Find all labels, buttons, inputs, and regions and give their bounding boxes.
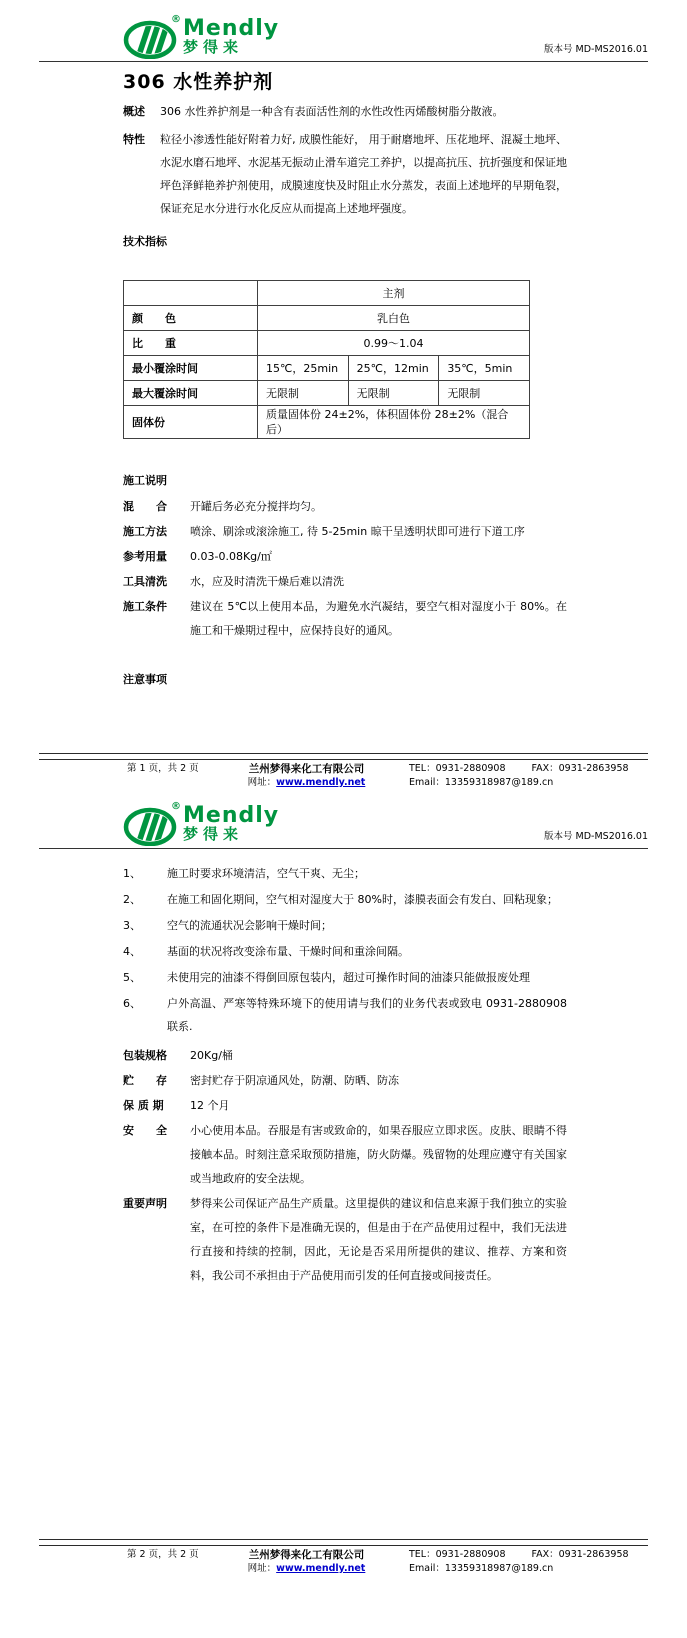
- spec-text: 20Kg/桶: [190, 1049, 233, 1062]
- spec-row: [123, 1094, 567, 1118]
- footer-rule: [39, 1545, 648, 1546]
- brand-wordmark: Mendly: [183, 802, 280, 828]
- construction-specs: [123, 495, 567, 644]
- note-number: 6、: [123, 997, 141, 1010]
- fax-number: FAX：0931-2863958: [531, 763, 629, 774]
- spec-text: 0.03-0.08Kg/㎡: [190, 550, 272, 563]
- tech-specs-heading: 技术指标: [123, 235, 167, 248]
- note-number: 4、: [123, 945, 141, 958]
- spec-label: 包装规格: [123, 1049, 167, 1062]
- website-row: [214, 1562, 399, 1576]
- features-label: 特性: [123, 133, 145, 146]
- footer-columns: [39, 762, 648, 790]
- website-link[interactable]: www.mendly.net: [276, 777, 366, 788]
- tel-number: TEL：0931-2880908: [409, 763, 506, 774]
- footer-rule: [39, 1539, 648, 1540]
- footer-contact-block: [399, 1548, 648, 1576]
- note-text: 户外高温、严寒等特殊环境下的使用请与我们的业务代表或致电 0931-2880908 联系.: [167, 997, 567, 1033]
- notes-list: [123, 862, 567, 1041]
- note-item: [123, 940, 567, 963]
- tech-specs-table: [123, 280, 530, 439]
- table-cell: 质量固体份 24±2%，体积固体份 28±2%（混合后）: [258, 406, 530, 439]
- footer-rule: [39, 759, 648, 760]
- spec-text: 水，应及时清洗干燥后难以清洗: [190, 575, 344, 588]
- spec-text: 密封贮存于阴凉通风处，防潮、防晒、防冻: [190, 1074, 399, 1087]
- table-cell: 无限制: [348, 381, 439, 406]
- features-row: [123, 128, 567, 220]
- spec-text: 梦得来公司保证产品生产质量。这里提供的建议和信息来源于我们独立的实验室，在可控的条件下是准确无误的，但是由于在产品使用过程中，我们无法进行直接和持续的控制，因此，无论是否采用所提供的建议、推荐、方案和资料，我公司不承担由于产品使用而引发的任何直接或间接责任。: [190, 1197, 567, 1282]
- spec-label: 重要声明: [123, 1197, 167, 1210]
- spec-text: 12 个月: [190, 1099, 230, 1112]
- spec-label: 保 质 期: [123, 1099, 164, 1112]
- note-item: [123, 914, 567, 937]
- spec-row: [123, 545, 567, 569]
- spec-row: [123, 1069, 567, 1093]
- brand-chinese-name: 梦得来: [183, 37, 244, 56]
- registered-mark-icon: ®: [171, 801, 181, 812]
- spec-label: 参考用量: [123, 550, 167, 563]
- spec-label: 工具清洗: [123, 575, 167, 588]
- brand-chinese-name: 梦得来: [183, 824, 244, 843]
- page-footer: [39, 753, 648, 790]
- page2-content: [39, 849, 648, 1289]
- table-cell: 25℃，12min: [348, 356, 439, 381]
- overview-text: 306 水性养护剂是一种含有表面活性剂的水性改性丙烯酸树脂分散液。: [160, 105, 504, 118]
- fax-number: FAX：0931-2863958: [531, 1549, 629, 1560]
- table-cell: 固体份: [124, 406, 258, 439]
- website-label: 网址：: [247, 777, 277, 788]
- mendly-logo: [123, 802, 279, 846]
- note-number: 1、: [123, 867, 141, 880]
- table-cell: 无限制: [258, 381, 349, 406]
- page-2: [0, 790, 687, 1638]
- page-1: [0, 0, 687, 790]
- spec-row: [123, 520, 567, 544]
- brand-text: [183, 802, 280, 843]
- spec-row: [123, 495, 567, 519]
- table-cell: 35℃，5min: [439, 356, 530, 381]
- features-text: 粒径小渗透性能好附着力好, 成膜性能好， 用于耐磨地坪、压花地坪、混凝土地坪、水泥水磨石地坪、水泥基无振动止滑车道完工养护，以提高抗压、抗折强度和保证地坪色泽鲜艳养护剂使用，成膜速度快及时阻止水分蒸发，表面上述地坪的早期龟裂，保证充足水分进行水化反应从而提高上述地坪强度。: [160, 133, 567, 215]
- note-text: 未使用完的油漆不得倒回原包装内，超过可操作时间的油漆只能做报废处理: [167, 971, 530, 984]
- page-title: 306 水性养护剂: [123, 71, 274, 93]
- note-number: 2、: [123, 893, 141, 906]
- spec-row: [123, 595, 567, 643]
- table-cell: 无限制: [439, 381, 530, 406]
- version-label: 版本号 MD-MS2016.01: [544, 44, 648, 55]
- footer-columns: [39, 1548, 648, 1576]
- version-label: 版本号 MD-MS2016.01: [544, 831, 648, 842]
- table-cell: 最大覆涂时间: [124, 381, 258, 406]
- table-row: [124, 381, 530, 406]
- overview-label: 概述: [123, 105, 145, 118]
- table-row: [124, 331, 530, 356]
- website-link[interactable]: www.mendly.net: [276, 1563, 366, 1574]
- spec-label: 贮 存: [123, 1074, 167, 1087]
- table-cell: 乳白色: [258, 306, 530, 331]
- spec-label: 安 全: [123, 1124, 167, 1137]
- spec-label: 混 合: [123, 500, 167, 513]
- page-header: [39, 0, 648, 62]
- table-cell: 比 重: [124, 331, 258, 356]
- note-item: [123, 888, 567, 911]
- table-header-cell: 主剂: [258, 281, 530, 306]
- spec-text: 建议在 5℃以上使用本品，为避免水汽凝结，要空气相对湿度小于 80%。在施工和干燥期过程中，应保持良好的通风。: [190, 600, 567, 637]
- note-item: [123, 966, 567, 989]
- note-text: 施工时要求环境清洁，空气干爽、无尘；: [167, 867, 365, 880]
- spec-row: [123, 570, 567, 594]
- page-number: 第 1 页，共 2 页: [127, 763, 199, 774]
- table-cell: 15℃，25min: [258, 356, 349, 381]
- note-text: 空气的流通状况会影响干燥时间；: [167, 919, 332, 932]
- website-row: [214, 776, 399, 790]
- footer-company-block: [214, 1548, 399, 1576]
- spec-label: 施工方法: [123, 525, 167, 538]
- table-cell: [124, 281, 258, 306]
- storage-specs: [123, 1044, 567, 1289]
- table-row: [124, 356, 530, 381]
- spec-text: 喷涂、刷涂或滚涂施工, 待 5-25min 晾干呈透明状即可进行下道工序: [190, 525, 525, 538]
- page-footer: [39, 1539, 648, 1576]
- overview-row: [123, 100, 567, 123]
- table-row: [124, 306, 530, 331]
- table-cell: 最小覆涂时间: [124, 356, 258, 381]
- table-row: [124, 406, 530, 439]
- company-name: 兰州梦得来化工有限公司: [248, 763, 365, 775]
- email-row: Email：13359318987@189.cn: [409, 777, 554, 788]
- phone-row: [409, 762, 648, 776]
- page-number: 第 2 页，共 2 页: [127, 1549, 199, 1560]
- page1-content: [39, 62, 648, 691]
- footer-company-block: [214, 762, 399, 790]
- tel-number: TEL：0931-2880908: [409, 1549, 506, 1560]
- brand-text: [183, 15, 280, 56]
- spec-text: 小心使用本品。吞服是有害或致命的，如果吞服应立即求医。皮肤、眼睛不得接触本品。时刻注意采取预防措施，防火防爆。残留物的处理应遵守有关国家或当地政府的安全法规。: [190, 1124, 567, 1185]
- website-label: 网址：: [247, 1563, 277, 1574]
- spec-text: 开罐后务必充分搅拌均匀。: [190, 500, 322, 513]
- brand-wordmark: Mendly: [183, 15, 280, 41]
- phone-row: [409, 1548, 648, 1562]
- note-number: 5、: [123, 971, 141, 984]
- table-cell: 颜 色: [124, 306, 258, 331]
- table-cell: 0.99～1.04: [258, 331, 530, 356]
- page-header: [39, 790, 648, 849]
- note-number: 3、: [123, 919, 141, 932]
- mendly-logo: [123, 15, 279, 59]
- construction-heading: 施工说明: [123, 474, 167, 487]
- notes-heading: 注意事项: [123, 673, 167, 686]
- note-text: 在施工和固化期间，空气相对湿度大于 80%时，漆膜表面会有发白、回粘现象；: [167, 893, 558, 906]
- spec-label: 施工条件: [123, 600, 167, 613]
- spec-row: [123, 1119, 567, 1191]
- email-row: Email：13359318987@189.cn: [409, 1563, 554, 1574]
- spec-row: [123, 1044, 567, 1068]
- registered-mark-icon: ®: [171, 14, 181, 25]
- company-name: 兰州梦得来化工有限公司: [248, 1549, 365, 1561]
- footer-contact-block: [399, 762, 648, 790]
- spec-row: [123, 1192, 567, 1288]
- footer-rule: [39, 753, 648, 754]
- note-text: 基面的状况将改变涂布量、干燥时间和重涂间隔。: [167, 945, 409, 958]
- note-item: [123, 862, 567, 885]
- table-row: [124, 281, 530, 306]
- note-item: [123, 992, 567, 1038]
